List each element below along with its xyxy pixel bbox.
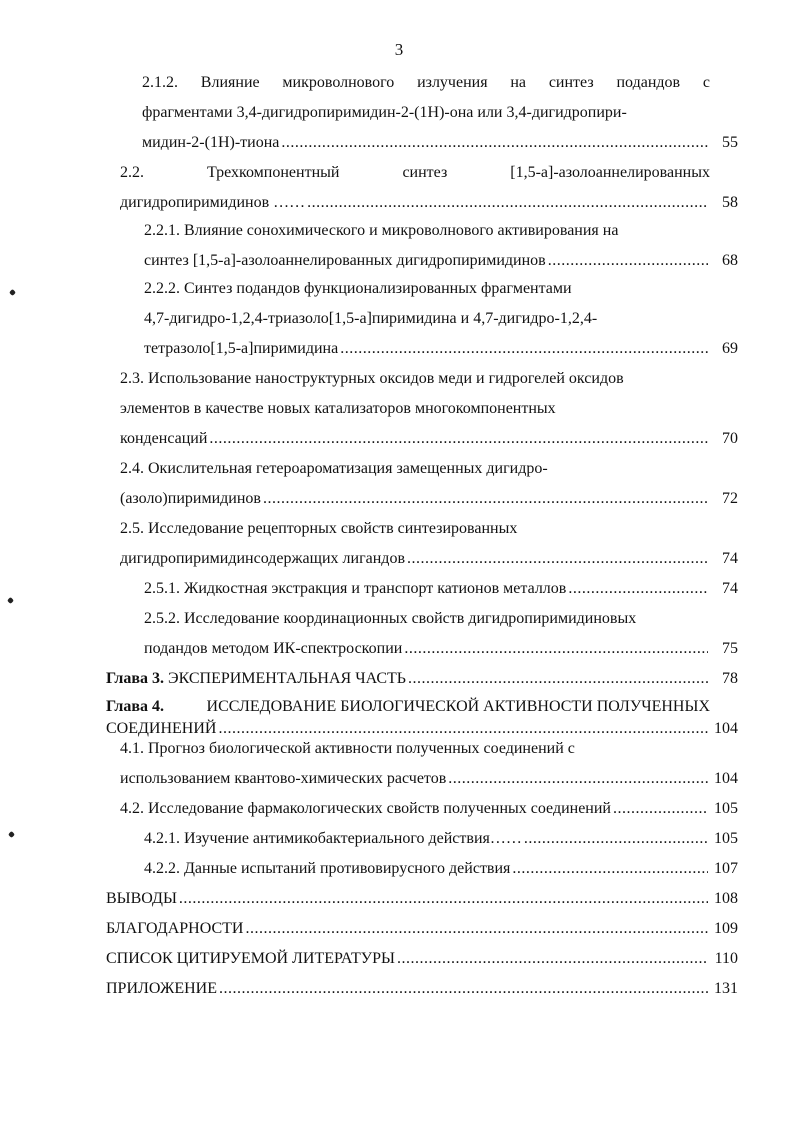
toc-entry-2-4[interactable] <box>120 454 710 514</box>
toc-page-number: 105 <box>714 800 738 817</box>
toc-line: ЭКСПЕРИМЕНТАЛЬНАЯ ЧАСТЬ <box>168 670 406 687</box>
toc-line: (азоло)пиримидинов <box>120 490 261 507</box>
toc-line: 4.2.2. Данные испытаний противовирусного действия <box>144 860 511 877</box>
toc-entry-2-5[interactable] <box>120 514 710 574</box>
toc-line: синтез [1,5-а]-азолоаннелированных дигидропиримидинов <box>144 252 546 269</box>
toc-page-number: 74 <box>722 550 738 567</box>
leader-dots <box>307 188 708 218</box>
toc-page-number: 55 <box>722 134 738 151</box>
leader-dots <box>408 664 708 694</box>
toc-entry-2-2-2[interactable] <box>144 274 710 364</box>
toc-page-number: 75 <box>722 640 738 657</box>
leader-dots <box>397 944 708 974</box>
toc-line: СОЕДИНЕНИЙ <box>106 720 217 737</box>
toc-line: фрагментами 3,4-дигидропиримидин-2-(1H)-она или 3,4-дигидропири- <box>142 104 627 121</box>
toc-line: тетразоло[1,5-а]пиримидина <box>144 340 339 357</box>
toc-line: дигидропиримидинсодержащих лигандов <box>120 550 405 567</box>
scan-mark <box>9 289 16 296</box>
toc-entry-2-3[interactable] <box>120 364 710 454</box>
toc-line: мидин-2-(1H)-тиона <box>142 134 280 151</box>
leader-dots <box>407 544 708 574</box>
leader-dots <box>209 424 708 454</box>
toc-entry-4-2-2[interactable] <box>144 854 710 884</box>
toc-entry-4-2[interactable] <box>120 794 710 824</box>
scan-mark <box>8 831 15 838</box>
toc-page-number: 58 <box>722 194 738 211</box>
toc-entry-2-5-1[interactable] <box>144 574 710 604</box>
leader-dots <box>448 764 708 794</box>
toc-entry-conclusions[interactable] <box>106 884 710 914</box>
leader-dots <box>219 974 708 1004</box>
chapter-label: Глава 3. <box>106 670 164 687</box>
toc-line: ИССЛЕДОВАНИЕ БИОЛОГИЧЕСКОЙ АКТИВНОСТИ ПОЛУЧЕННЫХ <box>206 698 710 715</box>
toc-page-number: 70 <box>722 430 738 447</box>
toc-line: 2.5. Исследование рецепторных свойств синтезированных <box>120 520 518 537</box>
leader-dots <box>512 854 708 884</box>
toc-page-number: 110 <box>714 950 738 967</box>
toc-page-number: 74 <box>722 580 738 597</box>
toc-line: конденсаций <box>120 430 208 447</box>
toc-line: ПРИЛОЖЕНИЕ <box>106 980 218 997</box>
leader-dots <box>340 334 708 364</box>
toc-page-number: 105 <box>714 830 738 847</box>
toc-page-number: 69 <box>722 340 738 357</box>
toc-line: элементов в качестве новых катализаторов многокомпонентных <box>120 400 556 417</box>
toc-line: дигидропиримидинов …… <box>120 194 306 211</box>
toc-page-number: 72 <box>722 490 738 507</box>
leader-dots <box>179 884 708 914</box>
toc-line: подандов методом ИК-спектроскопии <box>144 640 403 657</box>
toc-line: 4.2.1. Изучение антимикобактериального действия…… <box>144 830 522 847</box>
toc-page-number: 109 <box>714 920 738 937</box>
leader-dots <box>524 824 708 854</box>
leader-dots <box>548 246 708 276</box>
toc-page-number: 107 <box>714 860 738 877</box>
leader-dots <box>568 574 708 604</box>
toc-entry-2-5-2[interactable] <box>144 604 710 664</box>
toc-line: 2.1.2. Влияние микроволнового излучения на синтез подандов с <box>142 74 710 91</box>
toc-entry-4-1[interactable] <box>120 734 710 794</box>
page-number: 3 <box>394 40 404 59</box>
toc-line: ВЫВОДЫ <box>106 890 177 907</box>
leader-dots <box>245 914 708 944</box>
toc-line: 2.2.1. Влияние сонохимического и микроволнового активирования на <box>144 222 619 239</box>
toc-page-number: 68 <box>722 252 738 269</box>
toc-page-number: 78 <box>722 670 738 687</box>
toc-entry-references[interactable] <box>106 944 710 974</box>
toc-line: 2.2.2. Синтез подандов функционализированных фрагментами <box>144 280 572 297</box>
toc-line: использованием квантово-химических расчетов <box>120 770 447 787</box>
toc-page-number: 104 <box>714 720 738 737</box>
toc-entry-chapter-3[interactable] <box>106 664 710 694</box>
toc-line: 2.5.1. Жидкостная экстракция и транспорт катионов металлов <box>144 580 567 597</box>
toc-line: БЛАГОДАРНОСТИ <box>106 920 244 937</box>
toc-entry-acknowledgements[interactable] <box>106 914 710 944</box>
toc-line: 2.3. Использование наноструктурных оксидов меди и гидрогелей оксидов <box>120 370 624 387</box>
chapter-label: Глава 4. <box>106 698 164 715</box>
toc-line: 2.5.2. Исследование координационных свойств дигидропиримидиновых <box>144 610 637 627</box>
toc-entry-appendix[interactable] <box>106 974 710 1004</box>
toc-line: СПИСОК ЦИТИРУЕМОЙ ЛИТЕРАТУРЫ <box>106 950 395 967</box>
toc-line: 2.4. Окислительная гетероароматизация замещенных дигидро- <box>120 460 548 477</box>
leader-dots <box>613 794 708 824</box>
toc-entry-2-1-2[interactable] <box>142 68 710 158</box>
scan-mark <box>7 597 14 604</box>
toc-page-number: 104 <box>714 770 738 787</box>
toc-page-number: 131 <box>714 980 738 997</box>
toc-entry-2-2[interactable] <box>120 158 710 218</box>
toc-line: 2.2. Трехкомпонентный синтез [1,5-а]-азолоаннелированных <box>120 164 710 181</box>
toc-line: 4.2. Исследование фармакологических свойств полученных соединений <box>120 800 611 817</box>
leader-dots <box>281 128 708 158</box>
toc-entry-2-2-1[interactable] <box>144 216 710 276</box>
leader-dots <box>263 484 708 514</box>
toc-line: 4.1. Прогноз биологической активности полученных соединений с <box>120 740 575 757</box>
toc-page-number: 108 <box>714 890 738 907</box>
toc-entry-4-2-1[interactable] <box>144 824 710 854</box>
leader-dots <box>404 634 708 664</box>
toc-line: 4,7-дигидро-1,2,4-триазоло[1,5-а]пиримидина и 4,7-дигидро-1,2,4- <box>144 310 598 327</box>
